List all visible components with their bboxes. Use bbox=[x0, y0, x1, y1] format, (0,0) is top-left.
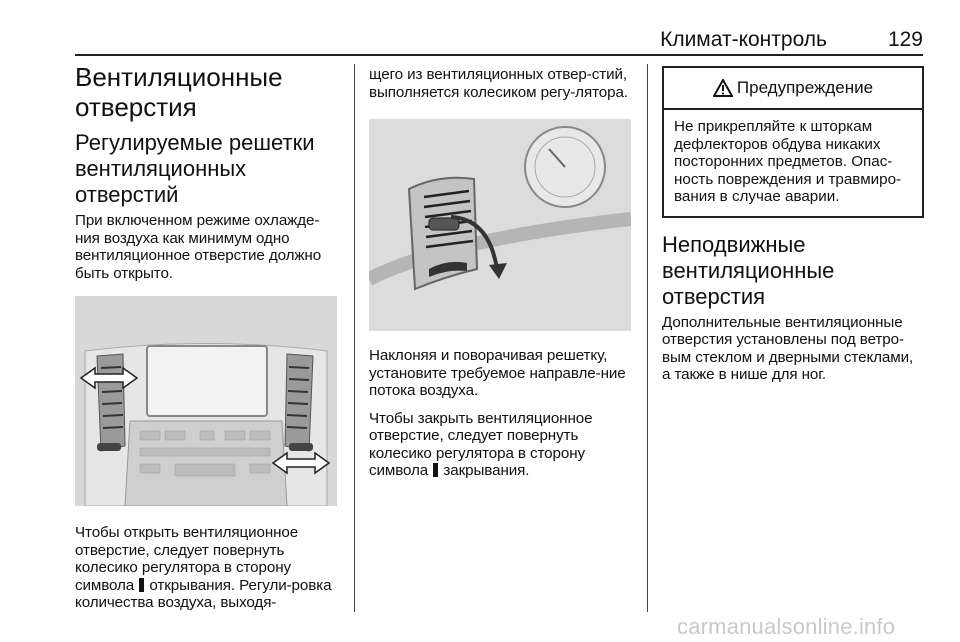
column-3 bbox=[662, 62, 924, 384]
paragraph: Наклоняя и поворачивая решетку, установите требуемое направле-ние потока воздуха. bbox=[369, 347, 626, 399]
paragraph bbox=[75, 524, 339, 612]
paragraph bbox=[369, 410, 631, 480]
column-divider-2 bbox=[647, 64, 648, 612]
chapter-title: Климат-контроль bbox=[660, 28, 827, 51]
paragraph-text: закрывания. bbox=[443, 462, 530, 479]
page-number: 129 bbox=[887, 28, 923, 51]
warning-header bbox=[664, 68, 922, 110]
column-divider-1 bbox=[354, 64, 355, 612]
warning-text: Не прикрепляйте к шторкам дефлекторов обдува никаких посторонних предметов. Опас-ность повреждения и травмиро-вания в случае аварии. bbox=[674, 118, 902, 205]
section-title: Вентиляционные отверстия bbox=[75, 62, 283, 122]
warning-triangle-icon bbox=[713, 79, 733, 97]
header-rule bbox=[75, 54, 923, 56]
vent-adjust-illustration bbox=[369, 119, 631, 331]
dashboard-vents-illustration bbox=[75, 296, 337, 506]
column-2 bbox=[369, 62, 631, 480]
vent-symbol-icon bbox=[139, 578, 144, 592]
paragraph-text: Чтобы открыть вентиляционное отверстие, следует повернуть колесико регулятора в сторону символа bbox=[75, 524, 299, 594]
column-1 bbox=[75, 62, 339, 612]
watermark: carmanualsonline.info bbox=[677, 614, 896, 639]
subsection-title: Неподвижные вентиляционные отверстия bbox=[662, 231, 835, 309]
vent-adjust-drawing bbox=[369, 119, 631, 331]
paragraph: щего из вентиляционных отвер-стий, выполняется колесиком регу-лятора. bbox=[369, 66, 628, 101]
page-header bbox=[75, 22, 923, 54]
warning-box bbox=[662, 66, 924, 218]
warning-title: Предупреждение bbox=[736, 78, 874, 97]
paragraph: При включенном режиме охлажде-ния воздуха как минимум одно вентиляционное отверстие должно быть открыто. bbox=[75, 212, 322, 282]
vent-symbol-icon bbox=[433, 463, 438, 477]
subsection-title: Регулируемые решетки вентиляционных отверстий bbox=[75, 130, 315, 207]
paragraph: Дополнительные вентиляционные отверстия установлены под ветро-вым стеклом и дверными стеклами, а также в нише для ног. bbox=[662, 313, 914, 383]
paragraph-text: открывания. Регули-ровка количества воздуха, выходя- bbox=[75, 576, 332, 611]
paragraph-text: Чтобы закрыть вентиляционное отверстие, следует повернуть колесико регулятора в сторону символа bbox=[369, 409, 593, 479]
dashboard-vents-drawing bbox=[75, 296, 337, 506]
